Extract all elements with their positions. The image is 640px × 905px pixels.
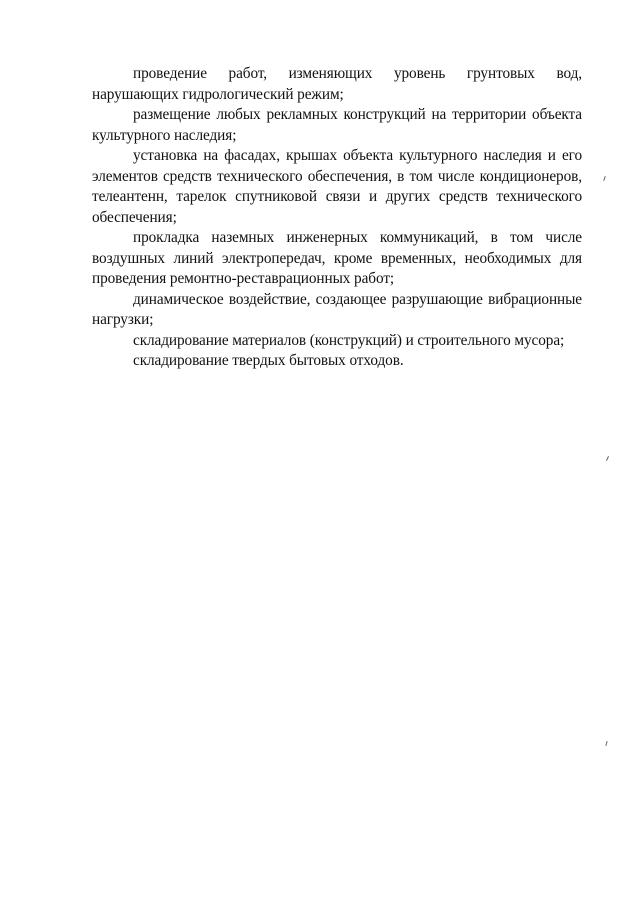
- paragraph-groundwater: проведение работ, изменяющих уровень грунтовых вод, нарушающих гидрологический режим;: [92, 65, 582, 103]
- paragraph-waste-storage: складирование твердых бытовых отходов.: [133, 352, 404, 369]
- restrictions-list: [92, 64, 582, 372]
- scan-mark: [606, 456, 609, 461]
- paragraph-advertising: размещение любых рекламных конструкций на территории объекта культурного наследия;: [92, 106, 582, 144]
- paragraph-ground-utilities: прокладка наземных инженерных коммуникаций, в том числе воздушных линий электропередач, кроме временных, необходимых для проведения ремонтно-реставрационных работ;: [92, 229, 582, 287]
- paragraph-dynamic-impact: динамическое воздействие, создающее разрушающие вибрационные нагрузки;: [92, 290, 582, 328]
- paragraph-technical-equipment: установка на фасадах, крышах объекта культурного наследия и его элементов средств технического обеспечения, в том числе кондиционеров, телеантенн, тарелок спутниковой связи и других средств технического обеспечения;: [92, 147, 582, 226]
- scan-mark: [605, 741, 607, 746]
- paragraph-materials-storage: складирование материалов (конструкций) и строительного мусора;: [133, 331, 565, 349]
- scan-mark: [603, 176, 606, 181]
